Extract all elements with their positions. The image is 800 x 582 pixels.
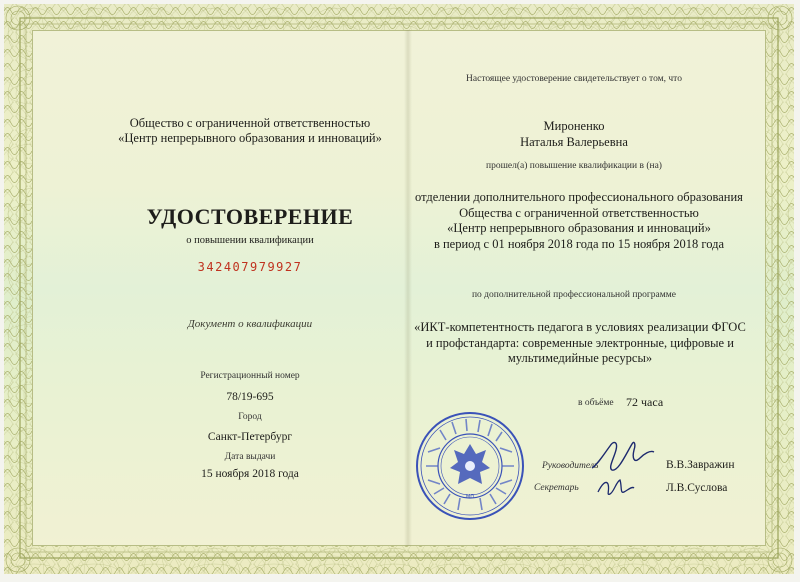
issue-date: 15 ноября 2018 года [201,468,299,480]
certificate-subtitle: о повышении квалификации [186,235,314,246]
recipient-given-names: Наталья Валерьевна [520,135,628,149]
secretary-name: Л.В.Суслова [666,482,728,494]
intro-text: Настоящее удостоверение свидетельствует о том, что [466,74,682,84]
program-line: и профстандарта: современные электронные, цифровые и [426,335,734,350]
secretary-label: Секретарь [534,483,579,493]
certificate-title: УДОСТОВЕРЕНИЕ [146,204,354,229]
department-line: Общества с ограниченной ответственностью [459,205,699,220]
volume-value: 72 часа [626,395,664,409]
city: Санкт-Петербург [207,431,293,443]
volume-label: в объёме [578,398,614,408]
document-type-label: Документ о квалификации [187,318,313,330]
program-label: по дополнительной профессиональной программе [471,290,677,300]
handwritten-signature-icon [594,474,638,500]
center-fold [404,30,412,546]
program-line: «ИКТ-компетентность педагога в условиях реализации ФГОС [414,320,746,334]
recipient-surname: Мироненко [543,119,605,133]
serial-number: 342407979927 [197,260,303,274]
head-label: Руководитель [542,461,599,471]
head-name: В.В.Завражин [666,459,735,471]
program-line: мультимедийные ресурсы» [507,351,653,365]
handwritten-signature-icon [588,434,658,478]
city-label: Город [238,412,262,422]
department-text [414,190,744,252]
organization-line: «Центр непрерывного образования и инноваций» [118,131,382,145]
registration-label: Регистрационный номер [200,371,300,381]
department-line: в период с 01 ноября 2018 года по 15 ноября 2018 года [433,236,725,251]
department-line: «Центр непрерывного образования и инноваций» [447,221,711,235]
recipient-name [434,118,714,150]
round-seal-icon [414,410,526,522]
registration-number: 78/19-695 [226,391,274,403]
certificate-sheet [4,4,794,574]
svg-text:МП: МП [465,494,475,500]
department-line: отделении дополнительного профессионального образования [415,190,743,204]
issue-date-label: Дата выдачи [224,452,276,462]
organization-name [100,116,400,146]
passed-training-text: прошел(а) повышение квалификации в (на) [486,161,662,171]
program-title [410,320,750,367]
organization-line: Общество с ограниченной ответственностью [129,116,371,130]
